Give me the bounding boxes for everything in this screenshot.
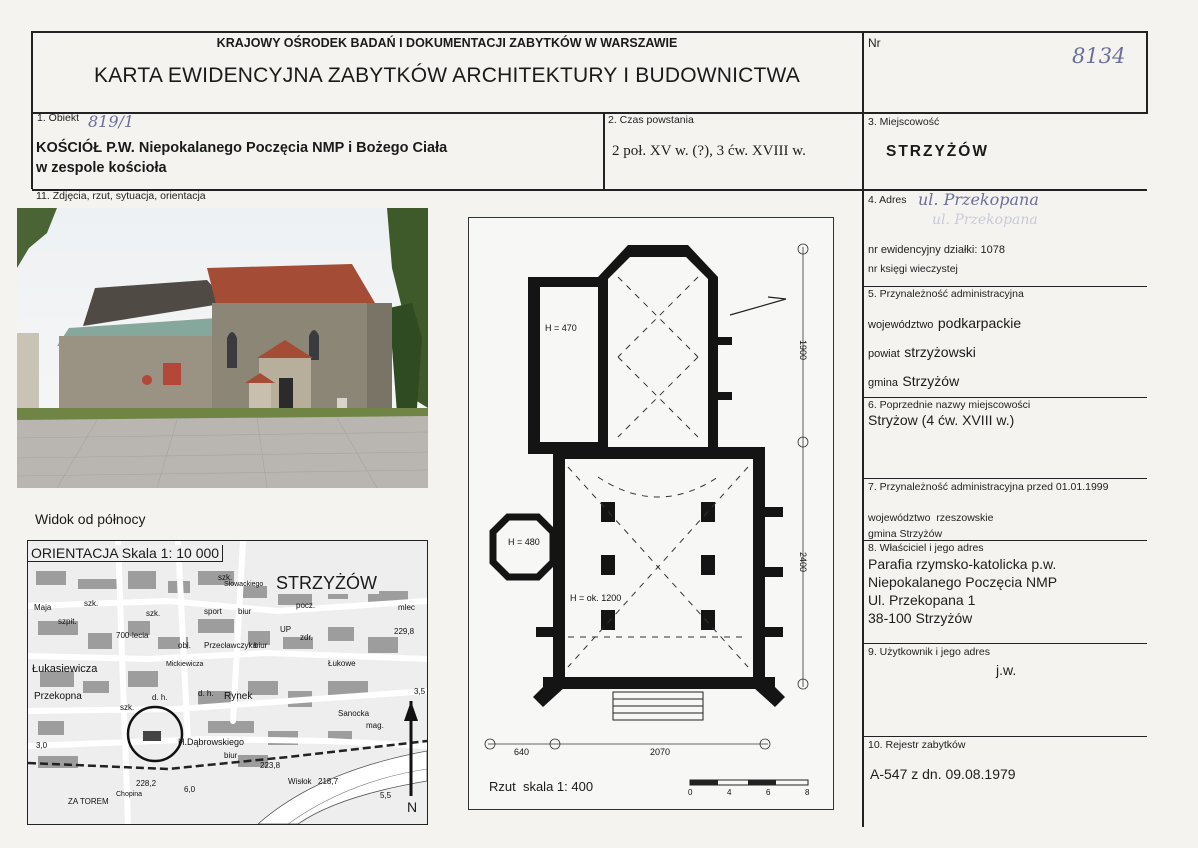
map-label: biur <box>224 751 238 760</box>
map-label: ZA TOREM <box>68 797 109 806</box>
map-label: 700-lecia <box>116 631 149 640</box>
map-label: 218,7 <box>318 777 339 786</box>
right-sep-8 <box>862 540 1147 541</box>
map-label: szk. <box>84 599 99 608</box>
adres-label: 4. Adres <box>868 194 907 206</box>
right-sep-5 <box>862 286 1147 287</box>
map-label: Przecławczyka <box>204 641 257 650</box>
right-sep-10 <box>862 736 1147 737</box>
section11-label: 11. Zdjęcia, rzut, sytuacja, orientacja <box>36 190 206 202</box>
map-label: 229,8 <box>394 627 415 636</box>
obiekt-name-1: KOŚCIÓŁ P.W. Niepokalanego Poczęcia NMP i Bożego Ciała <box>36 140 448 156</box>
map-label: Mickiewicza <box>166 661 204 668</box>
header-bottom <box>32 112 1147 114</box>
scale-tick: 0 <box>688 788 693 797</box>
map-label: Wisłok <box>288 777 312 786</box>
right-sep-7 <box>862 478 1147 479</box>
uzytkownik-label: 9. Użytkownik i jego adres <box>868 646 990 658</box>
scale-tick: 8 <box>805 788 810 797</box>
admin-gmina-value: Strzyżów <box>902 373 960 389</box>
map-label: biur <box>238 607 252 616</box>
plan-h1200: H = ok. 1200 <box>570 593 622 603</box>
orientation-map <box>27 540 428 825</box>
map-label: 3,5 <box>414 687 426 696</box>
admin-powiat <box>868 344 976 362</box>
obiekt-hand-number: 819/1 <box>88 112 135 131</box>
nr-label: Nr <box>868 36 881 50</box>
orientation-title: ORIENTACJA Skala 1: 10 000 <box>28 545 223 562</box>
adres-hand-value: ul. Przekopana <box>918 190 1039 209</box>
admin-woj <box>868 315 1021 333</box>
map-label: biur <box>254 641 268 650</box>
plan-dim-640: 640 <box>514 747 530 757</box>
church-photo <box>17 208 428 488</box>
map-label: Łukasiewicza <box>32 663 98 675</box>
admin-powiat-value: strzyżowski <box>904 344 976 360</box>
nr-value: 8134 <box>1072 44 1126 68</box>
plan-dim-2400: 2400 <box>798 552 808 573</box>
map-label: d. h. <box>152 693 168 702</box>
adres-hand-value-faint: ul. Przekopana <box>932 212 1038 228</box>
map-label: 223,8 <box>260 761 281 770</box>
map-label: Rynek <box>224 691 253 702</box>
map-label: Łukowe <box>328 659 356 668</box>
czas-label: 2. Czas powstania <box>608 114 694 126</box>
wlasciciel-line3: Ul. Przekopana 1 <box>868 592 976 608</box>
admin-label: 5. Przynależność administracyjna <box>868 288 1024 300</box>
czas-divider <box>603 112 605 190</box>
rejestr-label: 10. Rejestr zabytków <box>868 739 966 751</box>
map-label: obl. <box>178 641 191 650</box>
map-label: pocz. <box>296 601 316 610</box>
plan-dim-1900: 1900 <box>798 340 808 361</box>
map-label: szk. <box>146 609 161 618</box>
photo-caption: Widok od północy <box>35 511 146 527</box>
scale-tick: 4 <box>727 788 732 797</box>
miejscowosc-label: 3. Miejscowość <box>868 116 940 128</box>
map-label: zdr. <box>300 633 313 642</box>
right-sep-6 <box>862 397 1147 398</box>
admin-gmina-label: gmina <box>868 377 898 389</box>
map-label: szk. <box>120 703 135 712</box>
floor-plan-drawing <box>468 217 832 808</box>
map-label: 5,5 <box>380 791 392 800</box>
miejscowosc-value: STRZYŻÓW <box>886 143 989 160</box>
wlasciciel-line4: 38-100 Strzyżów <box>868 610 973 626</box>
poprzednie-label: 6. Poprzednie nazwy miejscowości <box>868 399 1031 411</box>
map-label: Słowackiego <box>224 581 264 588</box>
admin-woj-value: podkarpackie <box>937 315 1022 331</box>
dzialka-label <box>868 244 1005 256</box>
plan-h480: H = 480 <box>508 537 540 547</box>
wlasciciel-line2: Niepokalanego Poczęcia NMP <box>868 574 1058 590</box>
map-label: mag. <box>366 721 384 730</box>
uzytkownik-value: j.w. <box>996 662 1017 678</box>
north-label: N <box>407 799 418 815</box>
map-label: Sanocka <box>338 709 370 718</box>
map-label: d. h. <box>198 689 214 698</box>
admin1999-woj: województwo rzeszowskie <box>868 512 994 524</box>
frame-top <box>32 31 1147 33</box>
map-label: Chopina <box>116 791 143 798</box>
admin-powiat-label: powiat <box>868 348 900 360</box>
frame-right-nr <box>1146 31 1148 114</box>
nr-divider <box>862 31 864 827</box>
map-label: Przekopna <box>34 691 82 702</box>
map-label: 228,2 <box>136 779 157 788</box>
dzialka-value: 1078 <box>980 244 1005 256</box>
card-title: KARTA EWIDENCYJNA ZABYTKÓW ARCHITEKTURY I BUDOWNICTWA <box>93 64 800 87</box>
frame-left <box>31 31 33 189</box>
plan-caption: Rzut skala 1: 400 <box>489 779 594 794</box>
ksiega-label: nr księgi wieczystej <box>868 263 958 275</box>
admin-gmina <box>868 373 959 391</box>
map-label: Maja <box>34 603 52 612</box>
map-label: H.Dąbrowskiego <box>178 737 245 747</box>
dzialka-label-text: nr ewidencyjny działki: <box>868 244 978 256</box>
map-label: 6,0 <box>184 785 196 794</box>
map-label: mlec <box>398 603 415 612</box>
rejestr-value: A-547 z dn. 09.08.1979 <box>870 766 1016 782</box>
map-label: szpit. <box>58 617 77 626</box>
institution-name: KRAJOWY OŚRODEK BADAŃ I DOKUMENTACJI ZABYTKÓW W WARSZAWIE <box>216 36 678 50</box>
map-label: sport <box>204 607 222 616</box>
obiekt-name-2: w zespole kościoła <box>36 160 167 176</box>
wlasciciel-label: 8. Właściciel i jego adres <box>868 542 984 554</box>
map-label: 3,0 <box>36 741 48 750</box>
plan-h470: H = 470 <box>545 323 577 333</box>
admin-woj-label: województwo <box>868 319 934 331</box>
map-label: UP <box>280 625 292 634</box>
map-town-name: STRZYŻÓW <box>276 573 377 593</box>
map-label: szk. <box>218 573 233 582</box>
czas-value: 2 poł. XV w. (?), 3 ćw. XVIII w. <box>612 143 806 159</box>
admin1999-label: 7. Przynależność administracyjna przed 01.01.1999 <box>868 481 1109 493</box>
plan-dim-2070: 2070 <box>650 747 671 757</box>
church-photo-illustration <box>17 208 428 488</box>
scale-tick: 6 <box>766 788 771 797</box>
wlasciciel-line1: Parafia rzymsko-katolicka p.w. <box>868 556 1057 572</box>
obiekt-label: 1. Obiekt <box>37 112 80 124</box>
right-sep-9 <box>862 643 1147 644</box>
poprzednie-value: Stryżow (4 ćw. XVIII w.) <box>868 412 1015 428</box>
admin1999-gmina: gmina Strzyżów <box>868 528 943 540</box>
